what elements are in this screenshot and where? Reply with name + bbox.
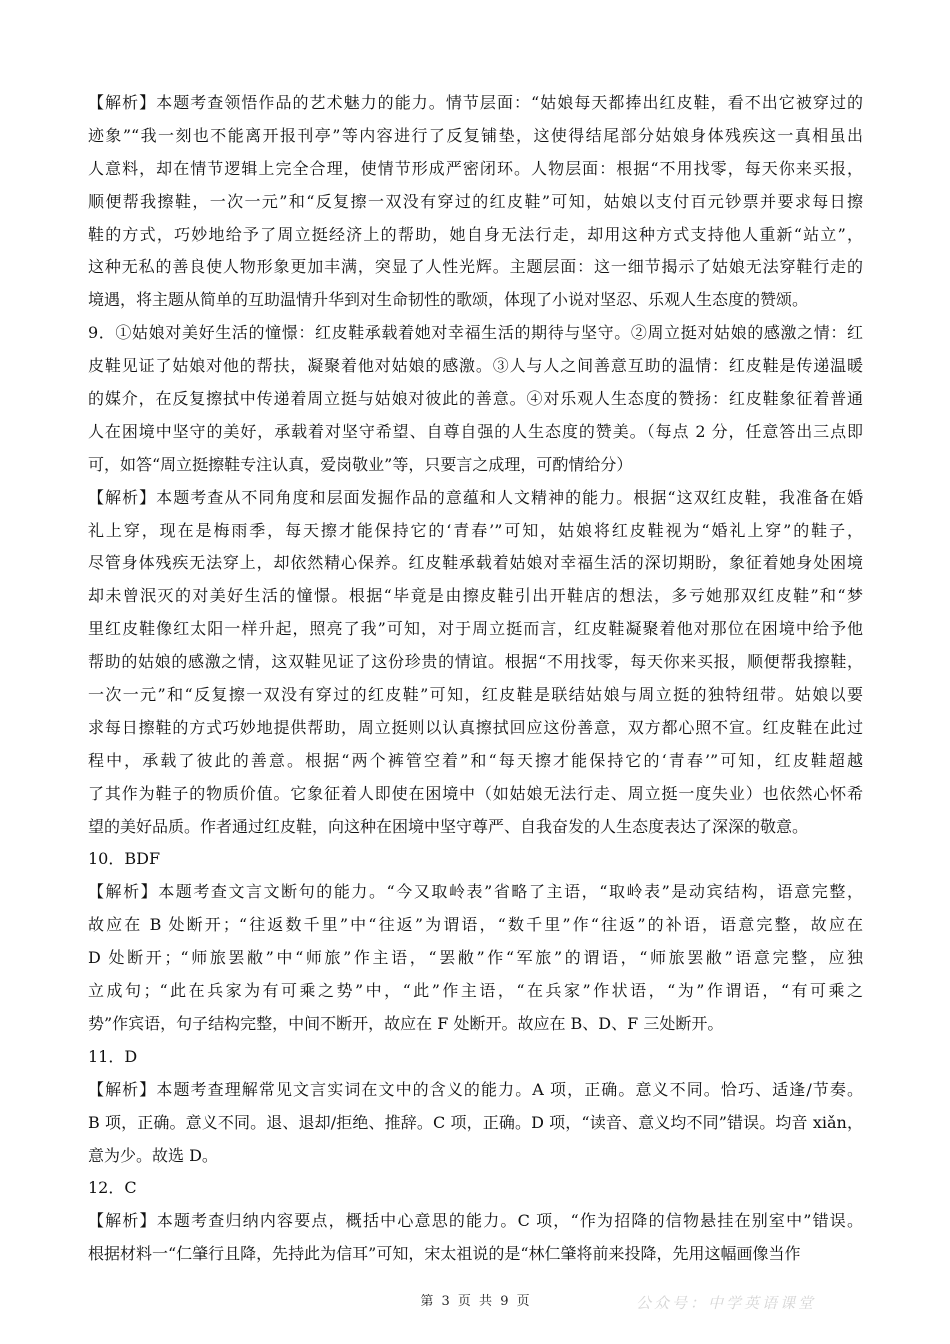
- text-line: 【解析】本题考查从不同角度和层面发掘作品的意蕴和人文精神的能力。根据“这双红皮鞋，我准备在婚: [88, 487, 863, 507]
- text-line: 里红皮鞋像红太阳一样升起，照亮了我”可知，对于周立挺而言，红皮鞋凝聚着他对那位在困境中给予他: [88, 619, 863, 639]
- text-line: 可，如答“周立挺擦鞋专注认真，爱岗敬业”等，只要言之成理，可酌情给分）: [88, 454, 633, 474]
- text-line: 【解析】本题考查文言文断句的能力。“今又取岭表”省略了主语，“取岭表”是动宾结构，语意完整，: [88, 882, 863, 902]
- text-line: 顺便帮我擦鞋，一次一元”和“反复擦一双没有穿过的红皮鞋”可知，姑娘以支付百元钞票并要求每日擦: [88, 191, 863, 211]
- text-line: 这种无私的善良使人物形象更加丰满，突显了人性光辉。主题层面：这一细节揭示了姑娘无法穿鞋行走的: [88, 257, 863, 277]
- text-line: 12．C: [88, 1178, 137, 1198]
- text-line: 【解析】本题考查归纳内容要点，概括中心意思的能力。C 项，“作为招降的信物悬挂在别室中”错误。: [88, 1211, 863, 1231]
- text-line: 人在困境中坚守的美好，承载着对坚守希望、自尊自强的人生态度的赞美。（每点 2 分，任意答出三点即: [88, 421, 863, 441]
- text-line: 求每日擦鞋的方式巧妙地提供帮助，周立挺则以认真擦拭回应这份善意，双方都心照不宣。红皮鞋在此过: [88, 717, 863, 737]
- paragraph: [88, 876, 863, 1040]
- paragraph: [88, 1172, 863, 1205]
- text-line: 皮鞋见证了姑娘对他的帮扶，凝聚着他对姑娘的感激。③人与人之间善意互助的温情：红皮鞋是传递温暖: [88, 356, 863, 376]
- text-line: 的媒介，在反复擦拭中传递着周立挺与姑娘对彼此的善意。④对乐观人生态度的赞扬：红皮鞋象征着普通: [88, 389, 863, 409]
- text-line: 尽管身体残疾无法穿上，却依然精心保养。红皮鞋承载着姑娘对幸福生活的深切期盼，象征着她身处困境: [88, 553, 863, 573]
- text-line: 势”作宾语，句子结构完整，中间不断开，故应在 F 处断开。故应在 B、D、F 三处断开。: [88, 1013, 724, 1033]
- text-line: 了其作为鞋子的物质价值。它象征着人即使在困境中（如姑娘无法行走、周立挺一度失业）也依然心怀希: [88, 783, 863, 803]
- text-line: 迹象”“我一刻也不能离开报刊亭”等内容进行了反复铺垫，这使得结尾部分姑娘身体残疾这一真相虽出: [88, 125, 863, 145]
- text-line: 【解析】本题考查理解常见文言实词在文中的含义的能力。A 项，正确。意义不同。恰巧、适逢/节奏。: [88, 1079, 863, 1099]
- text-line: 一次一元”和“反复擦一双没有穿过的红皮鞋”可知，红皮鞋是联结姑娘与周立挺的独特纽带。姑娘以要: [88, 685, 863, 705]
- paragraph: [88, 843, 863, 876]
- text-line: 故应在 B 处断开；“往返数千里”中“往返”为谓语，“数千里”作“往返”的补语，语意完整，故应在: [88, 915, 863, 935]
- text-line: 【解析】本题考查领悟作品的艺术魅力的能力。情节层面：“姑娘每天都捧出红皮鞋，看不出它被穿过的: [88, 93, 863, 112]
- text-line: 鞋的方式，巧妙地给予了周立挺经济上的帮助，她自身无法行走，却用这种方式支持他人重新“站立”，: [88, 224, 863, 244]
- paragraph: [88, 1074, 863, 1173]
- text-line: 立成句；“此在兵家为有可乘之势”中，“此”作主语，“在兵家”作状语，“为”作谓语，“有可乘之: [88, 981, 863, 1001]
- document-body: [88, 87, 863, 1271]
- paragraph: [88, 317, 863, 481]
- text-line: 11．D: [88, 1046, 138, 1066]
- text-line: 意为少。故选 D。: [88, 1145, 218, 1165]
- paragraph: [88, 482, 863, 844]
- watermark: 公众号：中学英语课堂: [636, 1294, 817, 1312]
- text-line: 10．BDF: [88, 849, 161, 869]
- text-line: 根据材料一“仁肇行且降，先持此为信耳”可知，宋太祖说的是“林仁肇将前来投降，先用这幅画像当作: [88, 1244, 801, 1264]
- text-line: 礼上穿，现在是梅雨季，每天擦才能保持它的‘青春’”可知，姑娘将红皮鞋视为“婚礼上穿”的鞋子，: [88, 520, 863, 540]
- text-line: D 处断开；“师旅罢敝”中“师旅”作主语，“罢敝”作“军旅”的谓语，“师旅罢敝”语意完整，应独: [88, 948, 863, 968]
- text-line: 9．①姑娘对美好生活的憧憬：红皮鞋承载着她对幸福生活的期待与坚守。②周立挺对姑娘的感激之情：红: [88, 323, 863, 343]
- text-line: 人意料，却在情节逻辑上完全合理，使情节形成严密闭环。人物层面：根据“不用找零，每天你来买报，: [88, 158, 863, 178]
- text-line: B 项，正确。意义不同。退、退却/拒绝、推辞。C 项，正确。D 项，“读音、意义均不同”错误。均音 xiǎn，: [88, 1112, 863, 1132]
- text-line: 程中，承载了彼此的善意。根据“两个裤管空着”和“每天擦才能保持它的‘青春’”可知，红皮鞋超越: [88, 750, 863, 770]
- text-line: 境遇，将主题从简单的互助温情升华到对生命韧性的歌颂，体现了小说对坚忍、乐观人生态度的赞颂。: [88, 290, 809, 310]
- paragraph: [88, 1041, 863, 1074]
- page-number: 第 3 页 共 9 页: [420, 1294, 530, 1309]
- paragraph: [88, 87, 863, 317]
- paragraph: [88, 1205, 863, 1271]
- text-line: 却未曾泯灭的对美好生活的憧憬。根据“毕竟是由擦皮鞋引出开鞋店的想法，多亏她那双红皮鞋”和“梦: [88, 586, 863, 606]
- text-line: 帮助的姑娘的感激之情，这双鞋见证了这份珍贵的情谊。根据“不用找零，每天你来买报，顺便帮我擦鞋，: [88, 652, 863, 672]
- text-line: 望的美好品质。作者通过红皮鞋，向这种在困境中坚守尊严、自我奋发的人生态度表达了深深的敬意。: [88, 816, 809, 836]
